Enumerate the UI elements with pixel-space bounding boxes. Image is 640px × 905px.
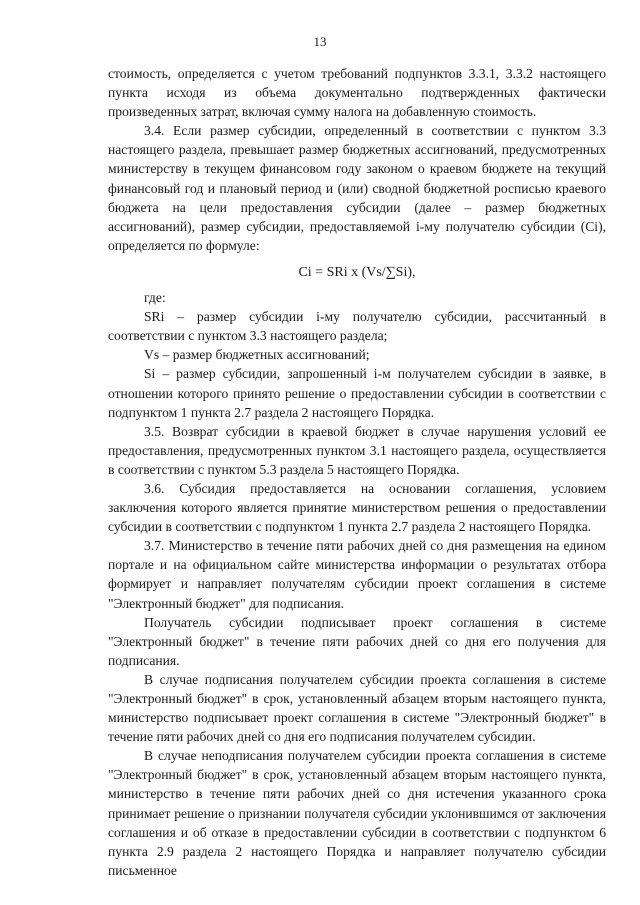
- paragraph-3-7-signing: Получатель субсидии подписывает проект соглашения в системе "Электронный бюджет" в течение пяти рабочих дней со дня его получения для подписания.: [108, 614, 606, 668]
- paragraph-3-7: 3.7. Министерство в течение пяти рабочих дней со дня размещения на едином портале и на официальном сайте министерства информации о результатах отбора формирует и направляет получателям субсидии проект соглашения в системе "Электронный бюджет" для подписания.: [108, 538, 606, 611]
- subsidy-formula: Ci = SRi x (Vs/∑Si),: [298, 264, 416, 280]
- definition-sri: SRi – размер субсидии i-му получателю субсидии, рассчитанный в соответствии с пунктом 3.3 настоящего раздела;: [108, 309, 606, 344]
- paragraph-3-6: 3.6. Субсидия предоставляется на основании соглашения, условием заключения которого является принятие министерством решения о предоставлении субсидии в соответствии с подпунктом 1 пункта 2.7 раздела 2 настоящего Порядка.: [108, 480, 606, 535]
- page-number: 13: [313, 34, 327, 49]
- paragraph-3-5: 3.5. Возврат субсидии в краевой бюджет в случае нарушения условий ее предоставления, предусмотренных пунктом 3.1 настоящего раздела, осуществляется в соответствии с пунктом 5.3 раздела 5 настоящего Порядка.: [108, 423, 606, 477]
- formula-where-label: где:: [144, 290, 166, 306]
- paragraph-continuation: стоимость, определяется с учетом требований подпунктов 3.3.1, 3.3.2 настоящего пункта исходя из объема документально подтвержденных фактически произведенных затрат, включая сумму налога на добавленную стоимость.: [108, 66, 606, 120]
- paragraph-3-7-ministry-signing: В случае подписания получателем субсидии проекта соглашения в системе "Электронный бюджет" в срок, установленный абзацем вторым настоящего пункта, министерство подписывает проект соглашения в системе "Электронный бюджет" в течение пяти рабочих дней со дня его подписания получателем субсидии.: [108, 671, 606, 745]
- paragraph-3-4: 3.4. Если размер субсидии, определенный в соответствии с пунктом 3.3 настоящего раздела, превышает размер бюджетных ассигнований, предусмотренных министерству в текущем финансовом году законом о краевом бюджете на текущий финансовый год и плановый период и (или) сводной бюджетной росписью краевого бюджета на цели предоставления субсидии (далее – размер бюджетных ассигнований), размер субсидии, предоставляемой i-му получателю субсидии (Ci), определяется по формуле:: [108, 123, 606, 253]
- definition-vs: Vs – размер бюджетных ассигнований;: [144, 347, 370, 363]
- document-body: [108, 64, 606, 880]
- definition-si: Si – размер субсидии, запрошенный i-м получателем субсидии в заявке, в отношении которого принято решение о предоставлении субсидии в соответствии с подпунктом 1 пункта 2.7 раздела 2 настоящего Порядка.: [108, 366, 606, 420]
- paragraph-3-7-non-signing: В случае неподписания получателем субсидии проекта соглашения в системе "Электронный бюджет" в срок, установленный абзацем вторым настоящего пункта, министерство в течение пяти рабочих дней со дня истечения указанного срока принимает решение о признании получателя субсидии уклонившимся от заключения соглашения и об отказе в предоставлении субсидии в соответствии с подпунктом 6 пункта 2.9 раздела 2 настоящего Порядка и направляет получателю субсидии письменное: [108, 748, 606, 878]
